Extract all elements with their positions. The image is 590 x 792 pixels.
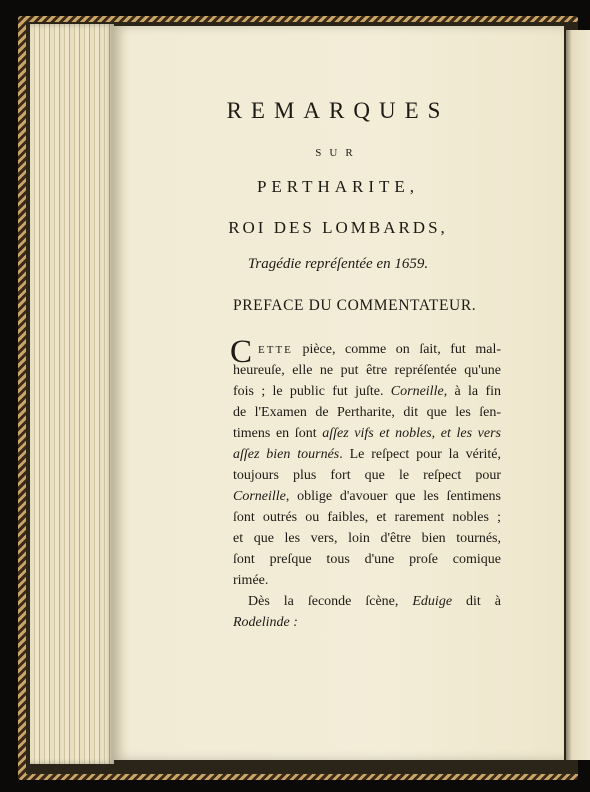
body-line: Corneille, oblige d'avouer que les ſentimens — [233, 489, 501, 504]
body-line: heureuſe, elle ne put être repréſentée qu'une — [233, 363, 501, 378]
preface-title: PREFACE DU COMMENTATEUR. — [233, 297, 477, 314]
body-line: de l'Examen de Pertharite, dit que les ſen- — [233, 405, 501, 420]
title-roi: ROI DES LOMBARDS, — [228, 218, 448, 237]
body-line: aſſez bien tournés. Le reſpect pour la vérité, — [233, 447, 502, 462]
body-line: fois ; le public fut juſte. Corneille, à la fin — [233, 384, 501, 399]
body-line: et que les vers, loin d'être bien tournés, — [233, 531, 501, 546]
title-sur: SUR — [315, 147, 361, 159]
title-remarques: REMARQUES — [226, 98, 450, 123]
body-line: rimée. — [233, 573, 269, 588]
drop-cap: C — [230, 334, 253, 370]
body-line: Dès la ſeconde ſcène, Eduige dit à — [248, 594, 501, 609]
subtitle-tragedie: Tragédie repréſentée en 1659. — [247, 256, 429, 272]
body-line: Rodelinde : — [233, 615, 298, 630]
body-line: ETTE pièce, comme on ſait, fut mal- — [258, 342, 501, 357]
body-line: ſont outrés ou faibles, et rarement nobles ; — [233, 510, 501, 525]
body-line: ſont preſque tous d'une proſe comique — [233, 552, 501, 567]
body-line: timens en ſont aſſez vifs et nobles, et les vers — [233, 426, 502, 441]
page-stack — [30, 24, 114, 764]
next-page-edge — [566, 30, 590, 760]
body-line: toujours plus fort que le reſpect pour — [233, 468, 501, 483]
title-pertharite: PERTHARITE, — [256, 177, 420, 196]
